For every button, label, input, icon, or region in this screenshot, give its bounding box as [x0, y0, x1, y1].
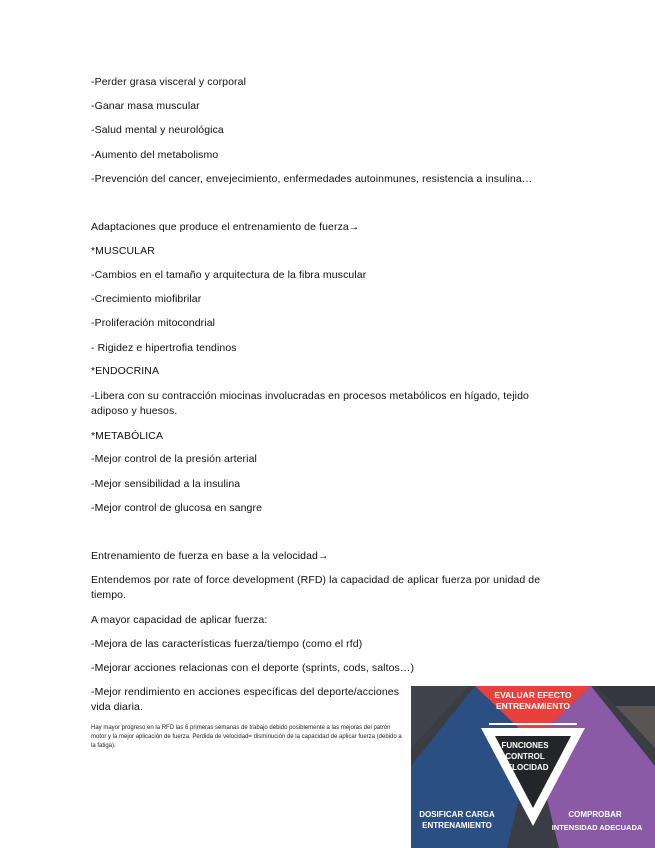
metabolic-item: -Mejor sensibilidad a la insulina [91, 478, 241, 490]
benefit-item: -Perder grasa visceral y corporal [91, 76, 247, 88]
benefit-item: -Prevención del cancer, envejecimiento, enfermedades autoinmunes, resistencia a insulina… [91, 173, 533, 185]
rfd-footnote: Hay mayor progreso en la RFD las 6 primeras semanas de trabajo debido posiblemente a las mejoras del patrón motor y la mejor aplicación de fuerza. Perdida de velocidad= disminución de la capacidad de aplicar fuerza (debido a la fatiga). [91, 725, 402, 750]
label-left-1: DOSIFICAR CARGA [419, 810, 495, 819]
label-left-2: ENTRENAMIENTO [422, 821, 492, 830]
metabolic-heading: *METABÓLICA [91, 430, 164, 442]
more-force-heading: A mayor capacidad de aplicar fuerza: [91, 614, 268, 626]
velocity-item: -Mejorar acciones relacionas con el deporte (sprints, cods, saltos…) [91, 662, 415, 674]
velocity-heading: Entrenamiento de fuerza en base a la velocidad→ [91, 550, 329, 562]
muscular-item: -Proliferación mitocondrial [91, 317, 216, 329]
label-center-3: VELOCIDAD [501, 763, 549, 772]
muscular-item: -Crecimiento miofibrilar [91, 293, 202, 305]
label-center-2: CONTROL [505, 752, 545, 761]
metabolic-item: -Mejor control de glucosa en sangre [91, 502, 263, 514]
benefit-item: -Aumento del metabolismo [91, 149, 219, 161]
label-top-2: ENTRENAMIENTO [496, 701, 570, 711]
muscular-item: -Cambios en el tamaño y arquitectura de la fibra muscular [91, 269, 367, 281]
velocity-control-diagram [411, 686, 655, 848]
label-center-1: FUNCIONES [501, 741, 549, 750]
endocrine-text: -Libera con su contracción miocinas involucradas en procesos metabólicos en hígado, tejido adiposo y huesos. [91, 390, 529, 417]
adaptations-heading: Adaptaciones que produce el entrenamiento de fuerza→ [91, 221, 360, 233]
metabolic-item: -Mejor control de la presión arterial [91, 453, 257, 465]
muscular-item: - Rigidez e hipertrofia tendinos [91, 342, 237, 354]
benefit-item: -Ganar masa muscular [91, 100, 200, 112]
label-right-2: INTENSIDAD ADECUADA [551, 823, 643, 832]
velocity-item: -Mejor rendimiento en acciones específicas del deporte/acciones vida diaria. [91, 686, 400, 713]
benefit-item: -Salud mental y neurológica [91, 124, 224, 136]
muscular-heading: *MUSCULAR [91, 245, 155, 257]
label-top-1: EVALUAR EFECTO [494, 690, 572, 700]
label-right-1: COMPROBAR [568, 810, 622, 819]
velocity-item: -Mejora de las características fuerza/tiempo (como el rfd) [91, 638, 363, 650]
endocrine-heading: *ENDOCRINA [91, 365, 160, 377]
triangle-diagram [411, 686, 655, 848]
rfd-text: Entendemos por rate of force development (RFD) la capacidad de aplicar fuerza por unidad de tiempo. [91, 574, 541, 601]
